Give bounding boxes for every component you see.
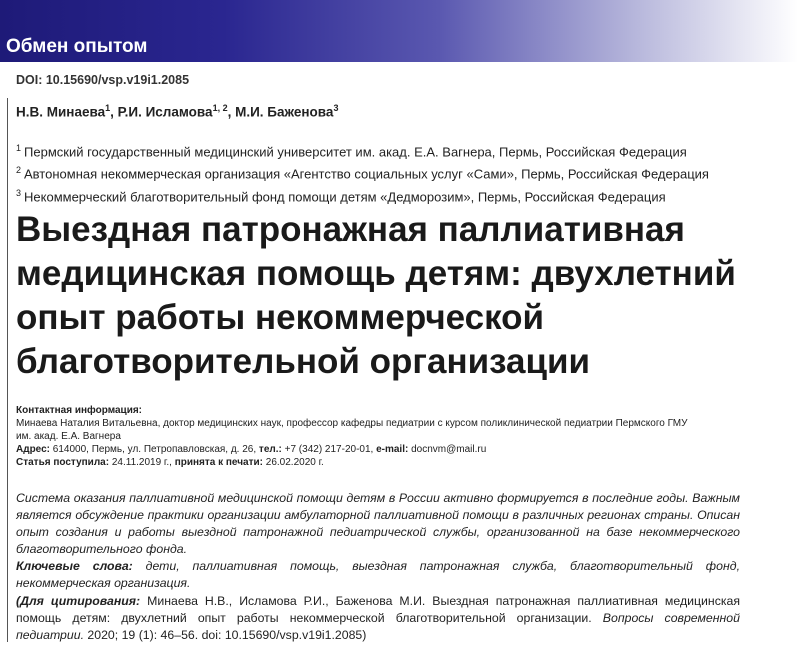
section-header-band [0, 0, 798, 62]
affiliation-list [16, 139, 709, 206]
left-rule [7, 98, 8, 642]
citation-journal: Вопросы современной педиатрии. [16, 611, 740, 642]
article-dates: Статья поступила: 24.11.2019 г., принята к печати: 26.02.2020 г. [16, 457, 324, 468]
citation-text: Минаева Н.В., Исламова Р.И., Баженова М.И. Выездная патронажная паллиативная медицинская помощь детям: двухлетний опыт работы некоммерческой благотворительной организации. [16, 594, 740, 625]
author-affiliation-mark: 3 [333, 103, 339, 113]
author-name: Н.В. Минаева [16, 104, 106, 120]
keywords-text: дети, паллиативная помощь, выездная патронажная служба, благотворительный фонд, некоммерческая организация. [16, 559, 740, 590]
contact-address-line: Адрес: 614000, Пермь, ул. Петропавловская, д. 26, тел.: +7 (342) 217-20-01, e-mail: docnvm@mail.ru [16, 444, 487, 455]
author-affiliation-mark: 1, 2 [212, 103, 228, 113]
citation-tail: 2020; 19 (1): 46–56. doi: 10.15690/vsp.v19i1.2085) [87, 628, 367, 642]
author-affiliation-mark: 1 [105, 103, 111, 113]
citation-block [16, 593, 740, 644]
affiliation-item: $^3$ Некоммерческий благотворительный фонд помощи детям «Дедморозим», Пермь, Российская Федерация [16, 187, 666, 204]
article-title [16, 208, 786, 384]
contact-person: Минаева Наталия Витальевна, доктор медицинских наук, профессор кафедры педиатрии с курсом поликлинической педиатрии Пермского ГМУ [16, 418, 688, 429]
title-line: медицинская помощь детям: двухлетний [16, 254, 736, 293]
abstract [16, 490, 740, 592]
section-title: Обмен опытом [6, 36, 148, 57]
author-name: Р.И. Исламова [117, 104, 213, 120]
doi-line: DOI: 10.15690/vsp.v19i1.2085 [16, 73, 190, 87]
contact-email: docnvm@mail.ru [411, 444, 487, 455]
contact-heading: Контактная информация: [16, 405, 143, 416]
contact-person-cont: им. акад. Е.А. Вагнера [16, 431, 121, 442]
abstract-text: Система оказания паллиативной медицинской помощи детям в России активно формируется в последние годы. Важным является обсуждение практики организации амбулаторной паллиативной помощи в различных регионах страны. Описан опыт создания и работы выездной патронажной педиатрической службы, организованной на базе некоммерческого благотворительного фонда. [16, 491, 740, 556]
citation-label: (Для цитирования: [16, 594, 141, 608]
title-line: Выездная патронажная паллиативная [16, 210, 685, 249]
contact-info [16, 404, 776, 469]
affiliation-item: $^2$ Автономная некоммерческая организация «Агентство социальных услуг «Сами», Пермь, Российская Федерация [16, 165, 709, 182]
affiliation-item: $^1$ Пермский государственный медицинский университет им. акад. Е.А. Вагнера, Пермь, Российская Федерация [16, 143, 687, 160]
author-name: М.И. Баженова [235, 104, 334, 120]
author-list: Н.В. Минаева$^1$, Р.И. Исламова$^{1, 2}$, М.И. Баженова$^3$ [16, 103, 339, 120]
keywords-label: Ключевые слова: [16, 559, 133, 573]
title-line: благотворительной организации [16, 342, 591, 381]
title-line: опыт работы некоммерческой [16, 298, 545, 337]
